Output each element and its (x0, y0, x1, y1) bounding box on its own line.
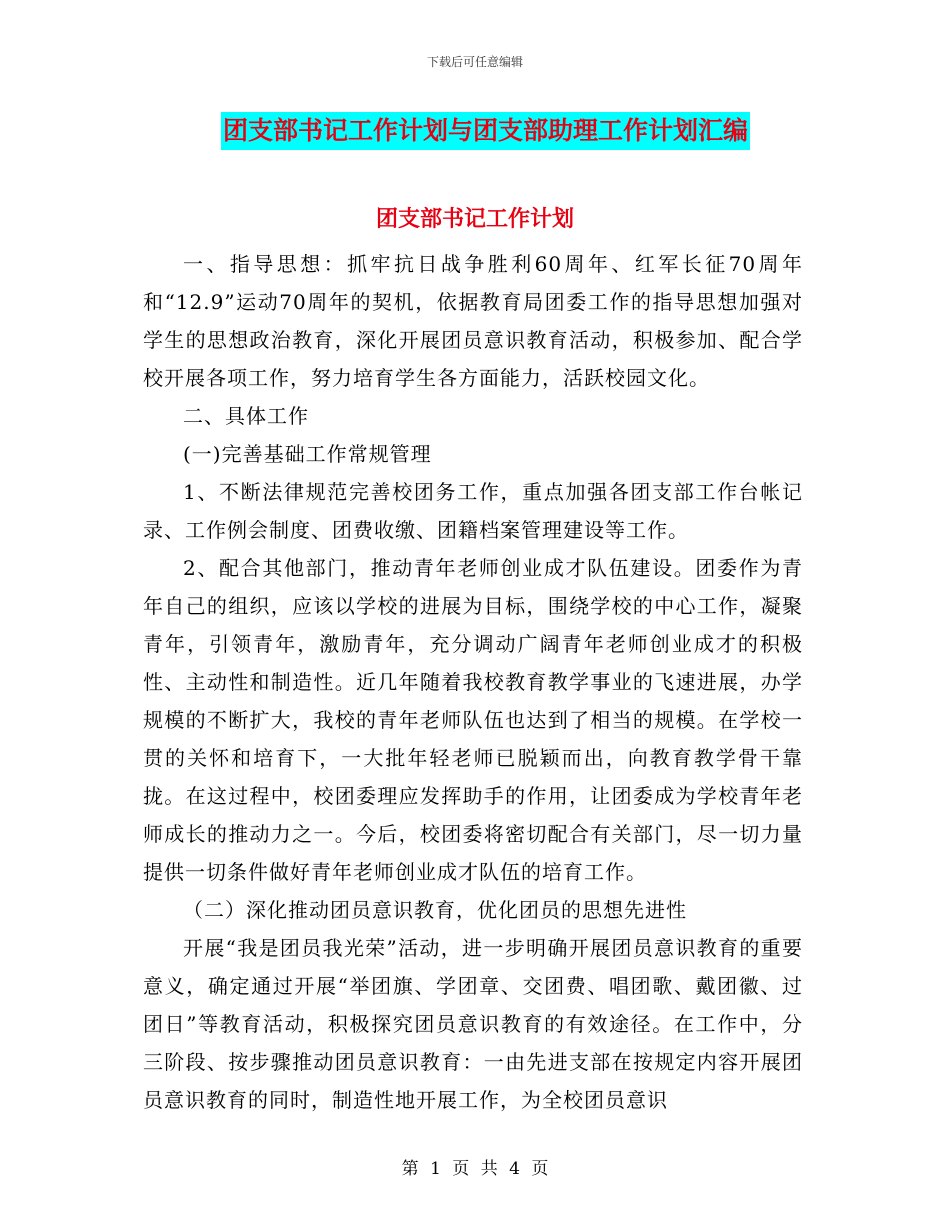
section-title: 团支部书记工作计划 (375, 206, 574, 232)
paragraph-specific-work-heading: 二、具体工作 (183, 404, 309, 428)
paragraph-item-1: 1、不断法律规范完善校团务工作，重点加强各团支部工作台帐记录、工作例会制度、团费收缴、团籍档案管理建设等工作。 (143, 480, 803, 542)
paragraph-guiding-thought: 一、指导思想：抓牢抗日战争胜利60周年、红军长征70周年和“12.9”运动70周年的契机，依据教育局团委工作的指导思想加强对学生的思想政治教育，深化开展团员意识教育活动，积极参加、配合学校开展各项工作，努力培育学生各方面能力，活跃校园文化。 (143, 252, 803, 390)
paragraph-subheading-basic-management: (一)完善基础工作常规管理 (183, 442, 432, 466)
document-title: 团支部书记工作计划与团支部助理工作计划汇编 (221, 112, 750, 150)
document-body (143, 245, 803, 1119)
paragraph-member-activities: 开展“我是团员我光荣”活动，进一步明确开展团员意识教育的重要意义，确定通过开展“举团旗、学团章、交团费、唱团歌、戴团徽、过团日”等教育活动，积极探究团员意识教育的有效途径。在工作中，分三阶段、按步骤推动团员意识教育：一由先进支部在按规定内容开展团员意识教育的同时，制造性地开展工作，为全校团员意识 (143, 936, 803, 1112)
paragraph-item-2: 2、配合其他部门，推动青年老师创业成才队伍建设。团委作为青年自己的组织，应该以学校的进展为目标，围绕学校的中心工作，凝聚青年，引领青年，激励青年，充分调动广阔青年老师创业成才的积极性、主动性和制造性。近几年随着我校教育教学事业的飞速进展，办学规模的不断扩大，我校的青年老师队伍也达到了相当的规模。在学校一贯的关怀和培育下，一大批年轻老师已脱颖而出，向教育教学骨干靠拢。在这过程中，校团委理应发挥助手的作用，让团委成为学校青年老师成长的推动力之一。今后，校团委将密切配合有关部门，尽一切力量提供一切条件做好青年老师创业成才队伍的培育工作。 (143, 556, 803, 884)
page-number: 第 1 页 共 4 页 (401, 1159, 549, 1179)
header-note: 下载后可任意编辑 (426, 55, 523, 69)
paragraph-subheading-member-awareness: （二）深化推动团员意识教育，优化团员的思想先进性 (183, 898, 687, 922)
